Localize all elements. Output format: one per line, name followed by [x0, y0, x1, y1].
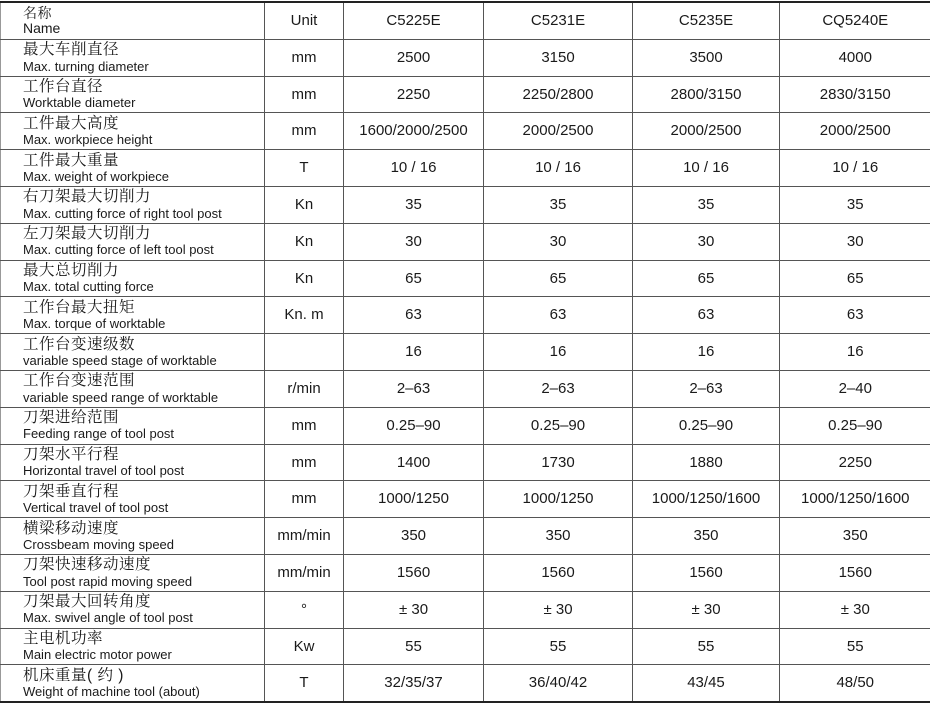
- header-model-cq5240e: CQ5240E: [780, 2, 930, 39]
- unit-cell: mm: [265, 76, 344, 113]
- value-cell: 1560: [633, 554, 780, 591]
- value-cell: 0.25–90: [780, 407, 930, 444]
- table-row: [1, 628, 930, 665]
- unit-cell: Kn: [265, 223, 344, 260]
- spec-table-body: [1, 2, 930, 702]
- value-cell: 2–63: [484, 370, 633, 407]
- value-cell: 35: [344, 186, 484, 223]
- value-cell: 55: [344, 628, 484, 665]
- value-cell: 350: [484, 518, 633, 555]
- header-name-en: Name: [23, 21, 264, 36]
- value-cell: 1560: [344, 554, 484, 591]
- param-name-cn: 刀架进给范围: [23, 410, 264, 426]
- value-cell: 1000/1250/1600: [780, 481, 930, 518]
- param-name-cn: 刀架水平行程: [23, 447, 264, 463]
- unit-cell: Kn. m: [265, 297, 344, 334]
- param-name-cn: 右刀架最大切削力: [23, 189, 264, 205]
- param-name-en: Crossbeam moving speed: [23, 538, 264, 552]
- header-name-cell: [1, 2, 265, 39]
- unit-cell: T: [265, 665, 344, 702]
- value-cell: 30: [344, 223, 484, 260]
- param-name-cn: 工作台变速级数: [23, 337, 264, 353]
- header-model-c5231e: C5231E: [484, 2, 633, 39]
- param-name-cn: 刀架最大回转角度: [23, 594, 264, 610]
- param-name-en: Feeding range of tool post: [23, 427, 264, 441]
- param-name-en: variable speed range of worktable: [23, 391, 264, 405]
- value-cell: 0.25–90: [484, 407, 633, 444]
- param-name-cn: 最大车削直径: [23, 42, 264, 58]
- value-cell: 16: [780, 334, 930, 371]
- header-model-c5235e: C5235E: [633, 2, 780, 39]
- table-row: [1, 665, 930, 702]
- table-row: [1, 186, 930, 223]
- value-cell: 0.25–90: [633, 407, 780, 444]
- value-cell: 2830/3150: [780, 76, 930, 113]
- table-row: [1, 554, 930, 591]
- value-cell: ± 30: [780, 591, 930, 628]
- param-name-cell: [1, 370, 265, 407]
- param-name-cell: [1, 591, 265, 628]
- value-cell: 1880: [633, 444, 780, 481]
- value-cell: 48/50: [780, 665, 930, 702]
- value-cell: 2800/3150: [633, 76, 780, 113]
- header-name-cn: 名称: [23, 6, 264, 21]
- value-cell: 35: [780, 186, 930, 223]
- param-name-cn: 工作台直径: [23, 79, 264, 95]
- value-cell: 36/40/42: [484, 665, 633, 702]
- value-cell: 2500: [344, 39, 484, 76]
- value-cell: 35: [633, 186, 780, 223]
- value-cell: ± 30: [344, 591, 484, 628]
- header-model-c5225e: C5225E: [344, 2, 484, 39]
- param-name-cell: [1, 518, 265, 555]
- param-name-en: Weight of machine tool (about): [23, 685, 264, 699]
- unit-cell: T: [265, 150, 344, 187]
- value-cell: 1000/1250/1600: [633, 481, 780, 518]
- param-name-cell: [1, 628, 265, 665]
- param-name-en: Max. turning diameter: [23, 60, 264, 74]
- param-name-cn: 工件最大重量: [23, 153, 264, 169]
- param-name-cn: 机床重量( 约 ): [23, 668, 264, 684]
- param-name-cell: [1, 113, 265, 150]
- param-name-cn: 最大总切削力: [23, 263, 264, 279]
- value-cell: 30: [780, 223, 930, 260]
- value-cell: 16: [344, 334, 484, 371]
- value-cell: 1730: [484, 444, 633, 481]
- value-cell: 10 / 16: [484, 150, 633, 187]
- value-cell: 1000/1250: [484, 481, 633, 518]
- value-cell: 32/35/37: [344, 665, 484, 702]
- table-row: [1, 481, 930, 518]
- param-name-cn: 主电机功率: [23, 631, 264, 647]
- value-cell: 10 / 16: [633, 150, 780, 187]
- unit-cell: [265, 334, 344, 371]
- value-cell: 3150: [484, 39, 633, 76]
- table-row: [1, 113, 930, 150]
- value-cell: 16: [484, 334, 633, 371]
- value-cell: 1560: [780, 554, 930, 591]
- table-row: [1, 297, 930, 334]
- value-cell: 350: [344, 518, 484, 555]
- table-row: [1, 444, 930, 481]
- value-cell: 1400: [344, 444, 484, 481]
- unit-cell: r/min: [265, 370, 344, 407]
- param-name-en: Vertical travel of tool post: [23, 501, 264, 515]
- value-cell: 2000/2500: [484, 113, 633, 150]
- param-name-cell: [1, 665, 265, 702]
- value-cell: 2000/2500: [780, 113, 930, 150]
- param-name-en: Max. cutting force of right tool post: [23, 207, 264, 221]
- param-name-en: Max. swivel angle of tool post: [23, 611, 264, 625]
- value-cell: 63: [344, 297, 484, 334]
- value-cell: 63: [633, 297, 780, 334]
- table-row: [1, 591, 930, 628]
- unit-cell: mm: [265, 39, 344, 76]
- param-name-en: Max. weight of workpiece: [23, 170, 264, 184]
- table-row: [1, 334, 930, 371]
- value-cell: 2–63: [633, 370, 780, 407]
- param-name-cell: [1, 39, 265, 76]
- value-cell: 55: [484, 628, 633, 665]
- value-cell: 10 / 16: [344, 150, 484, 187]
- table-row: [1, 150, 930, 187]
- value-cell: 65: [484, 260, 633, 297]
- param-name-en: Tool post rapid moving speed: [23, 575, 264, 589]
- value-cell: 30: [484, 223, 633, 260]
- param-name-cn: 工件最大高度: [23, 116, 264, 132]
- value-cell: 2–40: [780, 370, 930, 407]
- value-cell: ± 30: [633, 591, 780, 628]
- param-name-en: Horizontal travel of tool post: [23, 464, 264, 478]
- param-name-cn: 工作台最大扭矩: [23, 300, 264, 316]
- param-name-cn: 工作台变速范围: [23, 373, 264, 389]
- param-name-en: Max. total cutting force: [23, 280, 264, 294]
- param-name-cell: [1, 260, 265, 297]
- value-cell: 65: [344, 260, 484, 297]
- value-cell: 3500: [633, 39, 780, 76]
- unit-cell: Kn: [265, 260, 344, 297]
- value-cell: 65: [633, 260, 780, 297]
- param-name-cell: [1, 444, 265, 481]
- value-cell: 0.25–90: [344, 407, 484, 444]
- table-row: [1, 260, 930, 297]
- unit-cell: mm/min: [265, 554, 344, 591]
- param-name-cell: [1, 223, 265, 260]
- value-cell: 65: [780, 260, 930, 297]
- value-cell: 1560: [484, 554, 633, 591]
- param-name-cell: [1, 554, 265, 591]
- param-name-en: variable speed stage of worktable: [23, 354, 264, 368]
- param-name-cn: 左刀架最大切削力: [23, 226, 264, 242]
- param-name-en: Worktable diameter: [23, 96, 264, 110]
- param-name-cn: 刀架快速移动速度: [23, 557, 264, 573]
- spec-table: [0, 1, 930, 703]
- param-name-en: Max. workpiece height: [23, 133, 264, 147]
- value-cell: 55: [780, 628, 930, 665]
- header-unit: Unit: [265, 2, 344, 39]
- unit-cell: Kw: [265, 628, 344, 665]
- value-cell: ± 30: [484, 591, 633, 628]
- table-row: [1, 407, 930, 444]
- table-row: [1, 39, 930, 76]
- param-name-cell: [1, 76, 265, 113]
- table-row: [1, 518, 930, 555]
- unit-cell: °: [265, 591, 344, 628]
- value-cell: 2250: [780, 444, 930, 481]
- param-name-en: Max. torque of worktable: [23, 317, 264, 331]
- param-name-cell: [1, 334, 265, 371]
- value-cell: 2000/2500: [633, 113, 780, 150]
- value-cell: 1600/2000/2500: [344, 113, 484, 150]
- value-cell: 2250/2800: [484, 76, 633, 113]
- unit-cell: Kn: [265, 186, 344, 223]
- unit-cell: mm: [265, 113, 344, 150]
- value-cell: 63: [780, 297, 930, 334]
- table-row: [1, 370, 930, 407]
- value-cell: 350: [633, 518, 780, 555]
- value-cell: 35: [484, 186, 633, 223]
- value-cell: 350: [780, 518, 930, 555]
- unit-cell: mm: [265, 481, 344, 518]
- value-cell: 16: [633, 334, 780, 371]
- unit-cell: mm/min: [265, 518, 344, 555]
- param-name-en: Main electric motor power: [23, 648, 264, 662]
- value-cell: 55: [633, 628, 780, 665]
- value-cell: 63: [484, 297, 633, 334]
- param-name-cell: [1, 481, 265, 518]
- value-cell: 10 / 16: [780, 150, 930, 187]
- value-cell: 1000/1250: [344, 481, 484, 518]
- param-name-en: Max. cutting force of left tool post: [23, 243, 264, 257]
- param-name-cell: [1, 297, 265, 334]
- unit-cell: mm: [265, 407, 344, 444]
- value-cell: 4000: [780, 39, 930, 76]
- value-cell: 30: [633, 223, 780, 260]
- param-name-cn: 刀架垂直行程: [23, 484, 264, 500]
- param-name-cell: [1, 150, 265, 187]
- value-cell: 2–63: [344, 370, 484, 407]
- unit-cell: mm: [265, 444, 344, 481]
- param-name-cell: [1, 407, 265, 444]
- value-cell: 2250: [344, 76, 484, 113]
- value-cell: 43/45: [633, 665, 780, 702]
- table-row: [1, 76, 930, 113]
- table-row: [1, 223, 930, 260]
- header-row: [1, 2, 930, 39]
- param-name-cell: [1, 186, 265, 223]
- param-name-cn: 横梁移动速度: [23, 521, 264, 537]
